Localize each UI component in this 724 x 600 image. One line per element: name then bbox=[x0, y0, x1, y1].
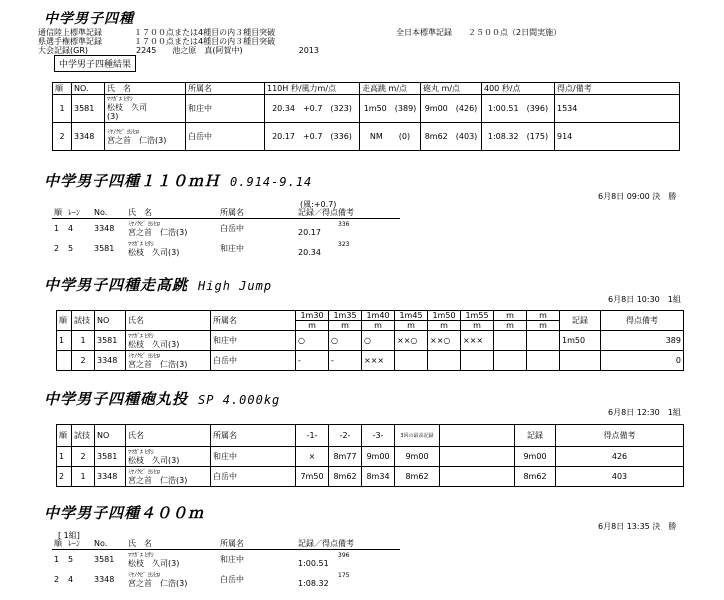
name-kana: ﾐﾔﾉｸﾋﾞ ﾖｼﾋﾛ bbox=[128, 468, 160, 476]
attempt-mark: - bbox=[329, 351, 362, 371]
trial-order: 1 bbox=[72, 467, 95, 487]
table-row bbox=[57, 351, 684, 371]
hurdles-wind: (風:+0.7) bbox=[300, 200, 337, 209]
col-header: 所属名 bbox=[220, 208, 244, 217]
record: 1m50 bbox=[560, 331, 601, 351]
name-kanji: 宮之首 仁浩(3) bbox=[107, 135, 167, 145]
trial-order: 1 bbox=[72, 331, 95, 351]
col-header: 順 bbox=[57, 425, 72, 447]
name-kana: ﾏﾂｶﾞｴ ﾋｻｼ bbox=[128, 448, 154, 456]
name-kanji: 宮之首 仁浩(3) bbox=[128, 475, 188, 485]
athlete-name bbox=[126, 351, 211, 371]
sp-date: 6月8日 12:30 1組 bbox=[608, 408, 681, 417]
athlete-name bbox=[105, 95, 186, 123]
r400-result: 1:00.51 (396) bbox=[482, 95, 555, 123]
record: 20.34 bbox=[298, 247, 321, 257]
col-header: 順 bbox=[57, 311, 72, 331]
attempt-mark: ××○ bbox=[428, 331, 461, 351]
col-header: 所属名 bbox=[220, 539, 244, 548]
name-kana: ﾏﾂｶﾞｴ ﾋｻｼ bbox=[128, 332, 154, 340]
team: 白岳中 bbox=[211, 467, 296, 487]
height-header: 1m30 bbox=[296, 311, 329, 321]
col-header: 記録／得点備考 bbox=[298, 208, 354, 217]
bib-no: 3581 bbox=[94, 555, 115, 565]
col-header: 走高跳 m/点 bbox=[360, 83, 421, 95]
col-header: 記録 bbox=[515, 425, 556, 447]
sp-result: 9m00 (426) bbox=[421, 95, 482, 123]
name-kana: ﾏﾂｶﾞｴ ﾋｻｼ bbox=[107, 96, 133, 103]
r400-group: [ 1組] bbox=[58, 531, 80, 540]
national-standard: 全日本標準記録 ２５００点（2日間実施） bbox=[396, 28, 562, 37]
trial-order: 2 bbox=[72, 447, 95, 467]
lane: 4 bbox=[68, 575, 74, 584]
unit: m bbox=[296, 321, 329, 331]
name-kanji: 松枝 久司(3) bbox=[128, 247, 180, 257]
attempt-mark: ○ bbox=[362, 331, 395, 351]
r400-result: 1:08.32 (175) bbox=[482, 123, 555, 151]
col-header: 試技 bbox=[72, 425, 95, 447]
h110-result: 20.34 +0.7 (323) bbox=[265, 95, 360, 123]
attempt-mark: ××× bbox=[362, 351, 395, 371]
attempt-mark: ××× bbox=[461, 331, 494, 351]
lane: 5 bbox=[68, 244, 74, 253]
attempt-3: 8m34 bbox=[362, 467, 395, 487]
col-header: 氏名 bbox=[126, 311, 211, 331]
name-kana: ﾏﾂｶﾞｴ ﾋｻｼ bbox=[128, 240, 154, 248]
points: 323 bbox=[338, 240, 350, 248]
unit: m bbox=[395, 321, 428, 331]
attempt-1: × bbox=[296, 447, 329, 467]
height-header: 1m45 bbox=[395, 311, 428, 321]
height-header: m bbox=[527, 311, 560, 321]
summary-box-label: 中学男子四種結果 bbox=[54, 55, 136, 72]
name-kana: ﾐﾔﾉｸﾋﾞ ﾖｼﾋﾛ bbox=[107, 128, 139, 136]
sp-result: 8m62 (403) bbox=[421, 123, 482, 151]
athlete-name bbox=[126, 550, 218, 570]
col-header: 得点備考 bbox=[601, 311, 684, 331]
athlete-name bbox=[126, 239, 218, 259]
lane: 5 bbox=[68, 555, 74, 565]
col-header: ﾚｰﾝ bbox=[68, 208, 80, 217]
record: 1:00.51 bbox=[298, 558, 329, 568]
trial-order: 2 bbox=[72, 351, 95, 371]
name-kana: ﾏﾂｶﾞｴ ﾋｻｼ bbox=[128, 551, 154, 559]
unit: m bbox=[527, 321, 560, 331]
record: 9m00 bbox=[515, 447, 556, 467]
attempt-mark bbox=[494, 331, 527, 351]
unit: m bbox=[494, 321, 527, 331]
hurdles-date: 6月8日 09:00 決 勝 bbox=[598, 192, 677, 201]
col-header: NO. bbox=[72, 83, 105, 95]
team: 和庄中 bbox=[211, 447, 296, 467]
athlete-name bbox=[126, 447, 211, 467]
record bbox=[560, 351, 601, 371]
spacer-cell bbox=[440, 425, 515, 447]
hj-result: NM (0) bbox=[360, 123, 421, 151]
attempt-mark bbox=[461, 351, 494, 371]
athlete-name bbox=[105, 123, 186, 151]
attempt-mark bbox=[395, 351, 428, 371]
attempt-2: 8m77 bbox=[329, 447, 362, 467]
bib-no: 3348 bbox=[94, 224, 115, 234]
athlete-name bbox=[126, 331, 211, 351]
record: 8m62 bbox=[515, 467, 556, 487]
name-kanji: 宮之首 仁浩(3) bbox=[128, 227, 188, 237]
std-line-2: 県選手権標準記録 １７００点または4種目の内３種目突破 bbox=[38, 37, 276, 46]
r400-header-row bbox=[52, 538, 400, 550]
points: 389 bbox=[601, 331, 684, 351]
col-header: 試技 bbox=[72, 311, 95, 331]
bib-no: 3581 bbox=[95, 331, 126, 351]
col-header: 得点/備考 bbox=[555, 83, 680, 95]
best-of-3: 8m62 bbox=[395, 467, 440, 487]
table-row bbox=[53, 123, 680, 151]
col-header: 記録 bbox=[560, 311, 601, 331]
rank: 1 bbox=[54, 555, 60, 565]
rank: 1 bbox=[57, 447, 72, 467]
h110-result: 20.17 +0.7 (336) bbox=[265, 123, 360, 151]
name-kanji: 宮之首 仁浩(3) bbox=[128, 359, 188, 369]
grade: (3) bbox=[107, 112, 119, 121]
name-kanji: 松枝 久司 bbox=[107, 103, 147, 112]
record-cell bbox=[296, 570, 400, 590]
table-row bbox=[57, 331, 684, 351]
sp-title-text: 中学男子四種砲丸投 bbox=[44, 390, 189, 408]
points: 396 bbox=[338, 551, 350, 559]
table-row bbox=[57, 467, 684, 487]
name-kanji: 松枝 久司(3) bbox=[128, 455, 180, 465]
col-header: 記録／得点備考 bbox=[298, 539, 354, 548]
col-header: No. bbox=[94, 539, 108, 548]
attempt-mark bbox=[527, 351, 560, 371]
attempt-mark bbox=[494, 351, 527, 371]
bib-no: 3348 bbox=[94, 575, 115, 584]
record: 20.17 bbox=[298, 227, 321, 237]
col-header: 氏 名 bbox=[105, 83, 186, 95]
spacer-cell bbox=[440, 467, 515, 487]
col-header: 所属名 bbox=[186, 83, 265, 95]
rank: 2 bbox=[54, 244, 60, 253]
team: 白岳中 bbox=[220, 224, 244, 234]
attempt-mark: ○ bbox=[296, 331, 329, 351]
hj-date: 6月8日 10:30 1組 bbox=[608, 295, 681, 304]
name-kana: ﾐﾔﾉｸﾋﾞ ﾖｼﾋﾛ bbox=[128, 352, 160, 360]
attempt-3: 9m00 bbox=[362, 447, 395, 467]
col-header: 得点備考 bbox=[556, 425, 684, 447]
points: 0 bbox=[601, 351, 684, 371]
table-row bbox=[52, 550, 400, 570]
height-header: m bbox=[494, 311, 527, 321]
table-row bbox=[52, 239, 400, 259]
team: 白岳中 bbox=[220, 575, 244, 584]
rank: 1 bbox=[53, 95, 72, 123]
points: 336 bbox=[338, 220, 350, 228]
col-header: 氏名 bbox=[126, 425, 211, 447]
points: 426 bbox=[556, 447, 684, 467]
table-row bbox=[52, 570, 400, 590]
bib-no: 3581 bbox=[95, 447, 126, 467]
best-of-3: 9m00 bbox=[395, 447, 440, 467]
rank: 2 bbox=[53, 123, 72, 151]
bib-no: 3348 bbox=[95, 467, 126, 487]
rank: 2 bbox=[54, 575, 60, 584]
col-header: NO bbox=[95, 425, 126, 447]
col-header: ﾚｰﾝ bbox=[68, 539, 80, 548]
col-header: No. bbox=[94, 208, 108, 217]
spacer-cell bbox=[440, 447, 515, 467]
col-header: 3回の最高記録 bbox=[395, 425, 440, 447]
athlete-name bbox=[126, 467, 211, 487]
unit: m bbox=[428, 321, 461, 331]
attempt-mark: - bbox=[296, 351, 329, 371]
hj-subtitle: High Jump bbox=[198, 279, 273, 293]
hj-result: 1m50 (389) bbox=[360, 95, 421, 123]
total-points: 1534 bbox=[555, 95, 680, 123]
name-kana: ﾐﾔﾉｸﾋﾞ ﾖｼﾋﾛ bbox=[128, 220, 160, 228]
team: 白岳中 bbox=[186, 123, 265, 151]
points: 175 bbox=[338, 571, 350, 579]
record: 1:08.32 bbox=[298, 578, 329, 588]
col-header: 400 秒/点 bbox=[482, 83, 555, 95]
doc-title: 中学男子四種 bbox=[44, 11, 134, 27]
r400-date: 6月8日 13:35 決 勝 bbox=[598, 522, 677, 531]
team: 和庄中 bbox=[186, 95, 265, 123]
summary-table bbox=[52, 82, 680, 151]
col-header: 所属名 bbox=[211, 425, 296, 447]
height-header: 1m50 bbox=[428, 311, 461, 321]
record-cell bbox=[296, 239, 400, 259]
bib-no: 3581 bbox=[72, 95, 105, 123]
athlete-name bbox=[126, 219, 218, 239]
hurdles-table bbox=[52, 207, 400, 259]
attempt-mark bbox=[527, 331, 560, 351]
hj-title bbox=[44, 274, 272, 295]
rank bbox=[57, 351, 72, 371]
height-header: 1m35 bbox=[329, 311, 362, 321]
table-row bbox=[52, 219, 400, 239]
team: 和庄中 bbox=[220, 555, 244, 565]
std-line-3: 大会記録(GR) 2245 池之原 真(阿賀中) 2013 bbox=[38, 46, 319, 55]
name-kanji: 松枝 久司(3) bbox=[128, 339, 180, 349]
unit: m bbox=[362, 321, 395, 331]
team: 和庄中 bbox=[211, 331, 296, 351]
hj-title-text: 中学男子四種走高跳 bbox=[44, 276, 189, 294]
sp-subtitle: SP 4.000kg bbox=[198, 393, 281, 407]
col-header: 順 bbox=[53, 83, 72, 95]
col-header: 110H 秒/風力m/点 bbox=[265, 83, 360, 95]
col-header: 順 bbox=[54, 539, 62, 548]
athlete-name bbox=[126, 570, 218, 590]
record-cell bbox=[296, 219, 400, 239]
col-header: -3- bbox=[362, 425, 395, 447]
hurdles-title bbox=[44, 170, 312, 191]
height-header: 1m40 bbox=[362, 311, 395, 321]
bib-no: 3581 bbox=[94, 244, 115, 253]
height-header: 1m55 bbox=[461, 311, 494, 321]
sp-title bbox=[44, 388, 280, 409]
hurdles-header-row bbox=[52, 207, 400, 219]
col-header: 所属名 bbox=[211, 311, 296, 331]
std-line-1: 通信陸上標準記録 １７００点または4種目の内３種目突破 bbox=[38, 28, 276, 37]
col-header: 順 bbox=[54, 208, 62, 217]
team: 白岳中 bbox=[211, 351, 296, 371]
rank: 1 bbox=[57, 331, 72, 351]
attempt-1: 7m50 bbox=[296, 467, 329, 487]
sp-header-row bbox=[57, 425, 684, 447]
rank: 2 bbox=[57, 467, 72, 487]
bib-no: 3348 bbox=[95, 351, 126, 371]
name-kanji: 松枝 久司(3) bbox=[128, 558, 180, 568]
rank: 1 bbox=[54, 224, 60, 234]
attempt-mark bbox=[428, 351, 461, 371]
team: 和庄中 bbox=[220, 244, 244, 253]
hurdles-title-text: 中学男子四種１１０ｍＨ bbox=[44, 172, 221, 190]
points: 403 bbox=[556, 467, 684, 487]
col-header: -1- bbox=[296, 425, 329, 447]
r400-table bbox=[52, 538, 400, 590]
col-header: 氏 名 bbox=[128, 208, 152, 217]
attempt-mark: ○ bbox=[329, 331, 362, 351]
record-cell bbox=[296, 550, 400, 570]
unit: m bbox=[461, 321, 494, 331]
attempt-mark: ××○ bbox=[395, 331, 428, 351]
hurdles-subtitle: 0.914-9.14 bbox=[230, 175, 313, 189]
bib-no: 3348 bbox=[72, 123, 105, 151]
r400-title: 中学男子四種４００ｍ bbox=[44, 504, 205, 522]
col-header: 氏 名 bbox=[128, 539, 152, 548]
name-kana: ﾐﾔﾉｸﾋﾞ ﾖｼﾋﾛ bbox=[128, 571, 160, 579]
lane: 4 bbox=[68, 224, 74, 234]
total-points: 914 bbox=[555, 123, 680, 151]
sp-table bbox=[56, 424, 684, 487]
table-row bbox=[53, 95, 680, 123]
col-header: NO bbox=[95, 311, 126, 331]
col-header: -2- bbox=[329, 425, 362, 447]
table-row bbox=[57, 447, 684, 467]
col-header: 砲丸 m/点 bbox=[421, 83, 482, 95]
summary-header-row bbox=[53, 83, 680, 95]
hj-header-row bbox=[57, 311, 684, 321]
attempt-2: 8m62 bbox=[329, 467, 362, 487]
hj-table bbox=[56, 310, 684, 371]
name-kanji: 宮之首 仁浩(3) bbox=[128, 578, 188, 588]
unit: m bbox=[329, 321, 362, 331]
